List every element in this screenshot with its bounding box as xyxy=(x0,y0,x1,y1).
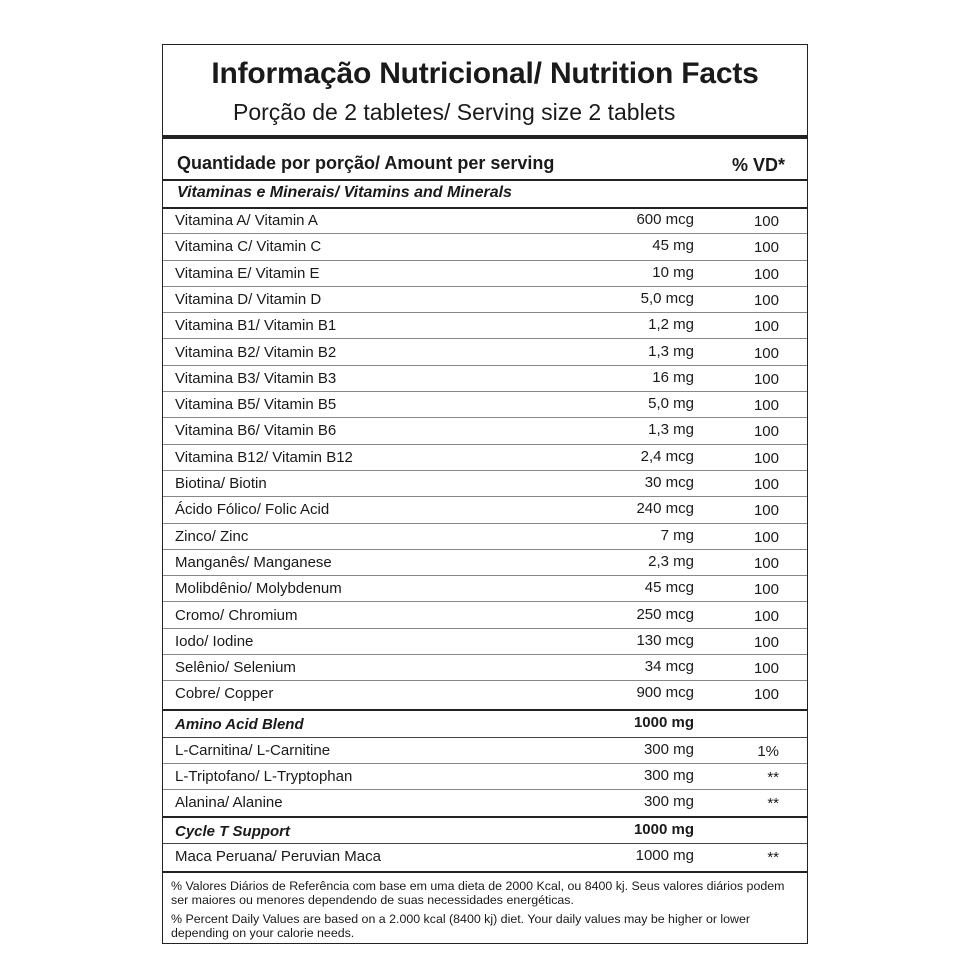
nutrient-daily-value: 100 xyxy=(753,581,779,599)
nutrient-row xyxy=(163,340,807,366)
nutrient-amount: 34 mcg xyxy=(644,658,694,676)
nutrient-daily-value: 100 xyxy=(753,528,779,546)
nutrient-daily-value: ** xyxy=(767,769,779,786)
nutrient-row xyxy=(163,576,807,602)
nutrient-name: Vitamina B12/ Vitamin B12 xyxy=(175,448,353,466)
nutrient-daily-value: 100 xyxy=(753,660,779,678)
nutrient-row xyxy=(163,392,807,418)
nutrient-daily-value: ** xyxy=(767,849,779,866)
nutrient-row xyxy=(163,234,807,260)
nutrient-amount: 7 mg xyxy=(660,526,694,544)
nutrient-amount: 10 mg xyxy=(652,263,694,281)
nutrient-amount: 45 mg xyxy=(652,237,694,255)
nutrient-daily-value: 100 xyxy=(753,554,779,572)
nutrient-amount: 2,3 mg xyxy=(648,552,694,570)
nutrient-amount: 300 mg xyxy=(643,741,694,758)
nutrient-amount: 240 mcg xyxy=(636,500,694,518)
daily-value-header: % VD* xyxy=(731,155,785,175)
nutrient-amount: 600 mcg xyxy=(636,211,694,228)
section-vitamins-minerals: Vitaminas e Minerais/ Vitamins and Minerals xyxy=(177,184,512,201)
nutrient-name: Vitamina A/ Vitamin A xyxy=(175,212,318,229)
nutrient-name: Biotina/ Biotin xyxy=(175,475,267,492)
cycle-support-name: Cycle T Support xyxy=(175,823,291,840)
nutrient-name: Vitamina B6/ Vitamin B6 xyxy=(175,422,337,440)
nutrient-name: Molibdênio/ Molybdenum xyxy=(175,580,342,598)
nutrient-daily-value: 100 xyxy=(753,239,779,257)
nutrient-daily-value: 100 xyxy=(753,449,779,467)
nutrient-daily-value: 100 xyxy=(753,291,779,309)
footnote-english: % Percent Daily Values are based on a 2.000 kcal (8400 kj) diet. Your daily values may be higher or lower depending on your calorie needs. xyxy=(171,912,751,940)
nutrient-daily-value: 100 xyxy=(753,686,779,704)
nutrient-row xyxy=(163,681,807,707)
nutrient-amount: 1,2 mg xyxy=(648,316,694,334)
nutrient-row xyxy=(163,655,807,681)
nutrient-name: Iodo/ Iodine xyxy=(175,632,254,650)
nutrient-amount: 5,0 mg xyxy=(648,395,694,413)
nutrient-amount: 45 mcg xyxy=(644,579,694,597)
nutrient-amount: 30 mcg xyxy=(644,474,694,491)
nutrient-daily-value: 100 xyxy=(753,370,779,388)
nutrient-row xyxy=(163,790,807,816)
nutrient-name: Vitamina B5/ Vitamin B5 xyxy=(175,396,337,414)
nutrient-name: Vitamina B3/ Vitamin B3 xyxy=(175,369,337,387)
thick-divider xyxy=(163,135,807,139)
nutrient-daily-value: 100 xyxy=(753,502,779,520)
nutrient-amount: 16 mg xyxy=(652,368,694,386)
label-title: Informação Nutricional/ Nutrition Facts xyxy=(211,57,759,90)
nutrient-amount: 1,3 mg xyxy=(648,342,694,360)
nutrient-name: Vitamina E/ Vitamin E xyxy=(175,264,320,282)
serving-size: Porção de 2 tabletes/ Serving size 2 tablets xyxy=(233,99,676,125)
nutrient-daily-value: 100 xyxy=(753,607,779,625)
nutrient-name: Zinco/ Zinc xyxy=(175,527,249,545)
nutrient-name: Vitamina C/ Vitamin C xyxy=(175,238,322,256)
divider xyxy=(163,179,807,181)
nutrient-amount: 300 mg xyxy=(643,793,694,810)
nutrient-row xyxy=(163,497,807,523)
nutrient-row xyxy=(163,287,807,313)
nutrient-daily-value: 100 xyxy=(753,633,779,651)
nutrient-row xyxy=(163,524,807,550)
nutrient-daily-value: ** xyxy=(767,795,779,812)
nutrient-name: Maca Peruana/ Peruvian Maca xyxy=(175,848,381,865)
nutrition-facts-label xyxy=(162,44,808,944)
nutrient-row xyxy=(163,764,807,790)
amino-blend-name: Amino Acid Blend xyxy=(175,716,304,733)
nutrient-row xyxy=(163,208,807,234)
nutrient-amount: 300 mg xyxy=(643,767,694,784)
nutrient-daily-value: 100 xyxy=(753,265,779,283)
nutrient-name: Vitamina B2/ Vitamin B2 xyxy=(175,343,337,361)
nutrient-daily-value: 100 xyxy=(753,344,779,362)
amino-blend-row xyxy=(163,711,807,737)
nutrient-row xyxy=(163,603,807,629)
nutrient-amount: 1,3 mg xyxy=(648,421,694,439)
nutrient-name: Cromo/ Chromium xyxy=(175,606,298,624)
nutrient-amount: 250 mcg xyxy=(636,605,694,623)
amount-per-serving-header: Quantidade por porção/ Amount per serving xyxy=(177,153,555,173)
nutrient-daily-value: 100 xyxy=(753,318,779,336)
nutrient-name: Alanina/ Alanine xyxy=(175,794,283,811)
nutrient-name: Selênio/ Selenium xyxy=(175,659,296,677)
nutrient-row xyxy=(163,445,807,471)
cycle-support-amount: 1000 mg xyxy=(633,821,694,838)
nutrient-amount: 130 mcg xyxy=(636,631,694,649)
nutrient-row xyxy=(163,550,807,576)
nutrient-name: Vitamina B1/ Vitamin B1 xyxy=(175,317,337,335)
nutrient-name: L-Carnitina/ L-Carnitine xyxy=(175,742,331,759)
nutrient-name: Vitamina D/ Vitamin D xyxy=(175,290,322,308)
cycle-support-row xyxy=(163,818,807,844)
nutrient-amount: 1000 mg xyxy=(635,847,694,864)
nutrient-daily-value: 100 xyxy=(753,213,779,230)
nutrient-amount: 900 mcg xyxy=(636,684,694,702)
nutrient-amount: 5,0 mcg xyxy=(640,289,694,307)
nutrient-daily-value: 1% xyxy=(757,743,779,760)
nutrient-row xyxy=(163,261,807,287)
nutrient-daily-value: 100 xyxy=(753,397,779,415)
nutrient-name: Manganês/ Manganese xyxy=(175,553,332,571)
nutrient-row xyxy=(163,738,807,764)
nutrient-row xyxy=(163,629,807,655)
nutrient-row xyxy=(163,844,807,870)
footnote-portuguese: % Valores Diários de Referência com base em uma dieta de 2000 Kcal, ou 8400 kj. Seus valores diários podem ser maiores ou menores dependendo de suas necessidades energéticas. xyxy=(171,879,785,907)
nutrient-row xyxy=(163,366,807,392)
nutrient-daily-value: 100 xyxy=(753,476,779,493)
nutrient-amount: 2,4 mcg xyxy=(640,447,694,465)
divider xyxy=(163,871,807,873)
nutrient-daily-value: 100 xyxy=(753,423,779,441)
nutrient-name: Cobre/ Copper xyxy=(175,685,274,703)
nutrient-row xyxy=(163,418,807,444)
nutrient-name: Ácido Fólico/ Folic Acid xyxy=(175,501,330,519)
amino-blend-amount: 1000 mg xyxy=(633,714,694,731)
nutrient-name: L-Triptofano/ L-Tryptophan xyxy=(175,768,353,785)
nutrient-row xyxy=(163,313,807,339)
nutrient-row xyxy=(163,471,807,497)
